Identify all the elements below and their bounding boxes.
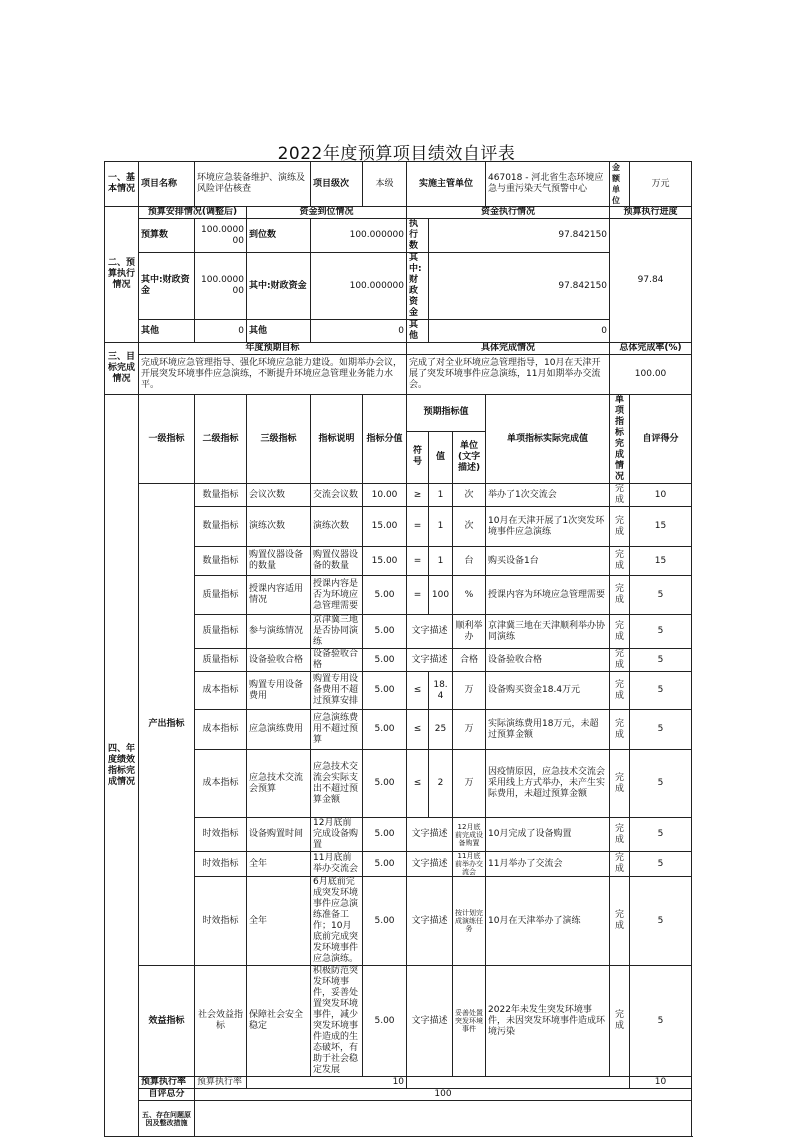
budget-arrange-header: 预算安排情况(调整后) [139,207,247,219]
money-unit-value: 万元 [630,162,692,207]
arrive-fiscal-value: 100.000000 [311,253,407,320]
sec5-label: 五、存在问题原因及整改措施 [139,1101,195,1137]
cell-desc: 京津冀三地是否协同演练 [311,615,363,649]
sec4-label: 四、年度绩效指标完成情况 [105,395,139,1137]
cell-score: 5.00 [363,852,407,877]
cell-sym: 文字描述 [407,615,453,649]
cell-desc: 积极防范突发环境事件，妥善处置突发环境事件，减少突发环境事件造成的生态破坏，有助于社会稳定发展 [311,966,363,1077]
cell-l3: 购置专用设备费用 [247,672,311,710]
budget-other-value: 0 [195,320,247,343]
cell-status: 完成 [610,672,630,710]
cell-self: 5 [630,576,692,615]
budget-rate-score: 10 [247,1077,407,1089]
cell-unit: 按计划完成演练任务 [453,877,486,966]
cell-val: 2 [429,750,453,818]
arrive-label: 到位数 [247,219,311,253]
arrive-value: 100.000000 [311,219,407,253]
cell-self: 5 [630,818,692,852]
cell-sym: = [407,507,429,547]
cell-l3: 会议次数 [247,484,311,507]
col-self: 自评得分 [630,395,692,484]
col-l3: 三级指标 [247,395,311,484]
cell-desc: 交流会议数 [311,484,363,507]
budget-row [105,219,692,253]
cell-l2: 成本指标 [195,672,247,710]
col-val: 值 [429,431,453,483]
cell-status: 完成 [610,750,630,818]
col-l2: 二级指标 [195,395,247,484]
cell-actual: 10月完成了设备购置 [486,818,610,852]
total-rate-value: 100.00 [610,355,692,395]
budget-label: 预算数 [139,219,195,253]
cell-val: 25 [429,710,453,750]
unit-label: 实施主管单位 [407,162,486,207]
target-header: 年度预期目标 [139,343,407,355]
budget-value: 100.000000 [195,219,247,253]
cell-status: 完成 [610,615,630,649]
cell-score: 5.00 [363,615,407,649]
cell-self: 5 [630,877,692,966]
project-name-label: 项目名称 [139,162,195,207]
budget-rate-label: 预算执行率 [139,1077,195,1089]
budget-fiscal-row [105,253,692,320]
col-sym: 符号 [407,431,429,483]
total-score-label: 自评总分 [139,1089,195,1101]
done-text: 完成了对全业环境应急管理指导，10月在天津开展了突发环境事件应急演练，11月如期举办交流会。 [407,355,610,395]
cell-l2: 质量指标 [195,576,247,615]
cell-unit: 11月底前举办交流会 [453,852,486,877]
cell-actual: 设备验收合格 [486,649,610,672]
cell-score: 5.00 [363,576,407,615]
cell-actual: 11月举办了交流会 [486,852,610,877]
cell-desc: 12月底前完成设备购置 [311,818,363,852]
cell-unit: 12月底前完成设备购置 [453,818,486,852]
cell-status: 完成 [610,852,630,877]
cell-val: 1 [429,484,453,507]
cell-l3: 设备购置时间 [247,818,311,852]
cell-actual: 10月在天津举办了演练 [486,877,610,966]
project-level-value: 本级 [363,162,407,207]
cell-unit: 万 [453,750,486,818]
cell-l2: 时效指标 [195,877,247,966]
cell-status: 完成 [610,484,630,507]
cell-sym: 文字描述 [407,852,453,877]
cell-status: 完成 [610,877,630,966]
indicator-header-row [105,395,692,432]
cell-score: 5.00 [363,649,407,672]
col-unit: 单位(文字描述) [453,431,486,483]
cell-score: 5.00 [363,672,407,710]
cell-status: 完成 [610,507,630,547]
budget-exec-header: 资金执行情况 [407,207,610,219]
money-unit-label: 金额单位 [610,162,630,207]
cell-actual: 举办了1次交流会 [486,484,610,507]
cell-actual: 10月在天津开展了1次突发环境事件应急演练 [486,507,610,547]
cell-l3: 保障社会安全稳定 [247,966,311,1077]
cell-unit: 台 [453,547,486,576]
cell-unit: 万 [453,672,486,710]
cell-l2: 数量指标 [195,547,247,576]
cell-score: 5.00 [363,750,407,818]
cell-actual: 购买设备1台 [486,547,610,576]
arrive-other-value: 0 [311,320,407,343]
cell-sym: ≤ [407,672,429,710]
cell-self: 15 [630,507,692,547]
cell-unit: 次 [453,484,486,507]
cell-unit: 合格 [453,649,486,672]
target-row [105,355,692,395]
cell-l3: 应急演练费用 [247,710,311,750]
cell-l2: 成本指标 [195,710,247,750]
cell-score: 10.00 [363,484,407,507]
cell-l3: 参与演练情况 [247,615,311,649]
budget-arrive-header: 资金到位情况 [247,207,407,219]
exec-fiscal-label: 其中:财政资金 [407,253,429,320]
cell-unit: 妥善处置突发环境事件 [453,966,486,1077]
budget-fiscal-value: 100.000000 [195,253,247,320]
target-header-row [105,343,692,355]
target-text: 完成环境应急管理指导、强化环境应急能力建设。如期举办会议，开展突发环境事件应急演练，不断提升环境应急管理业务能力水平。 [139,355,407,395]
budget-rate-self: 10 [630,1077,692,1089]
sec1-label: 一、基本情况 [105,162,139,207]
budget-other-row [105,320,692,343]
cell-status: 完成 [610,576,630,615]
cell-self: 5 [630,750,692,818]
exec-value: 97.842150 [429,219,610,253]
sec2-label: 二、预算执行情况 [105,207,139,343]
cell-status: 完成 [610,710,630,750]
unit-value: 467018 - 河北省生态环境应急与重污染天气预警中心 [486,162,610,207]
cell-sym: 文字描述 [407,966,453,1077]
table-row [105,484,692,507]
basic-info-row [105,162,692,207]
exec-label: 执行数 [407,219,429,253]
arrive-fiscal-label: 其中:财政资金 [247,253,311,320]
cell-l2: 时效指标 [195,852,247,877]
cell-val: 1 [429,547,453,576]
cell-self: 5 [630,852,692,877]
cell-unit: 万 [453,710,486,750]
cell-score: 5.00 [363,966,407,1077]
col-score: 指标分值 [363,395,407,484]
cell-sym: 文字描述 [407,649,453,672]
cell-val: 18.4 [429,672,453,710]
cell-actual: 实际演练费用18万元，未超过预算金额 [486,710,610,750]
cell-sym: = [407,547,429,576]
cell-self: 5 [630,615,692,649]
cell-self: 5 [630,649,692,672]
cell-l2: 数量指标 [195,507,247,547]
cell-status: 完成 [610,966,630,1077]
cell-l2: 成本指标 [195,750,247,818]
exec-other-value: 0 [429,320,610,343]
total-score-row [105,1089,692,1101]
cell-self: 5 [630,672,692,710]
budget-fiscal-label: 其中:财政资金 [139,253,195,320]
cell-score: 5.00 [363,877,407,966]
budget-rate-row [105,1077,692,1089]
cell-l2: 质量指标 [195,615,247,649]
cell-sym: ≤ [407,750,429,818]
cell-status: 完成 [610,547,630,576]
budget-header-row [105,207,692,219]
cell-desc: 应急技术交流会实际支出不超过预算金额 [311,750,363,818]
group-output: 产出指标 [139,484,195,966]
cell-l3: 应急技术交流会预算 [247,750,311,818]
cell-l2: 时效指标 [195,818,247,852]
budget-rate-value: 97.84 [610,219,692,343]
cell-actual: 京津冀三地在天津顺利举办协同演练 [486,615,610,649]
cell-desc: 演练次数 [311,507,363,547]
cell-l3: 全年 [247,852,311,877]
cell-actual: 因疫情原因，应急技术交流会采用线上方式举办，未产生实际费用，未超过预算金额 [486,750,610,818]
cell-self: 10 [630,484,692,507]
cell-score: 5.00 [363,818,407,852]
cell-self: 5 [630,966,692,1077]
budget-rate-blank [407,1077,630,1089]
cell-desc: 购置专用设备费用不超过预算安排 [311,672,363,710]
col-status: 单项指标完成情况 [610,395,630,484]
cell-l3: 设备验收合格 [247,649,311,672]
cell-sym: ≤ [407,710,429,750]
project-name-value: 环境应急装备维护、演练及风险评估核查 [195,162,311,207]
cell-score: 5.00 [363,710,407,750]
project-level-label: 项目级次 [311,162,363,207]
page-title: 2022年度预算项目绩效自评表 [277,144,516,164]
col-desc: 指标说明 [311,395,363,484]
total-rate-header: 总体完成率(%) [610,343,692,355]
cell-desc: 授课内容是否为环境应急管理需要 [311,576,363,615]
cell-self: 5 [630,710,692,750]
cell-l3: 演练次数 [247,507,311,547]
col-l1: 一级指标 [139,395,195,484]
performance-table [104,161,692,1137]
cell-l2: 质量指标 [195,649,247,672]
cell-desc: 6月底前完成突发环境事件应急演练准备工作；10月底前完成突发环境事件应急演练。 [311,877,363,966]
total-score-value: 100 [195,1089,692,1101]
cell-self: 15 [630,547,692,576]
cell-sym: 文字描述 [407,818,453,852]
cell-actual: 2022年未发生突发环境事件，未因突发环境事件造成环境污染 [486,966,610,1077]
budget-rate-header: 预算执行进度 [610,207,692,219]
cell-l3: 购置仪器设备的数量 [247,547,311,576]
exec-other-label: 其他 [407,320,429,343]
cell-desc: 11月底前举办交流会 [311,852,363,877]
budget-other-label: 其他 [139,320,195,343]
cell-desc: 购置仪器设备的数量 [311,547,363,576]
cell-sym: 文字描述 [407,877,453,966]
cell-actual: 设备购买资金18.4万元 [486,672,610,710]
cell-l2: 数量指标 [195,484,247,507]
issues-content [195,1101,692,1137]
cell-unit: 顺利举办 [453,615,486,649]
arrive-other-label: 其他 [247,320,311,343]
cell-actual: 授课内容为环境应急管理需要 [486,576,610,615]
group-benefit: 效益指标 [139,966,195,1077]
cell-sym: = [407,576,429,615]
cell-status: 完成 [610,649,630,672]
cell-l3: 全年 [247,877,311,966]
cell-l3: 授课内容适用情况 [247,576,311,615]
col-expected: 预期指标值 [407,395,486,432]
exec-fiscal-value: 97.842150 [429,253,610,320]
col-actual: 单项指标实际完成值 [486,395,610,484]
cell-desc: 设备验收合格 [311,649,363,672]
sec3-label: 三、目标完成情况 [105,343,139,395]
done-header: 具体完成情况 [407,343,610,355]
issues-row [105,1101,692,1137]
budget-rate-l2: 预算执行率 [195,1077,247,1089]
cell-score: 15.00 [363,547,407,576]
cell-l2: 社会效益指标 [195,966,247,1077]
cell-desc: 应急演练费用不超过预算 [311,710,363,750]
cell-score: 15.00 [363,507,407,547]
cell-unit: % [453,576,486,615]
cell-status: 完成 [610,818,630,852]
table-row [105,966,692,1077]
cell-unit: 次 [453,507,486,547]
cell-sym: ≥ [407,484,429,507]
cell-val: 100 [429,576,453,615]
cell-val: 1 [429,507,453,547]
